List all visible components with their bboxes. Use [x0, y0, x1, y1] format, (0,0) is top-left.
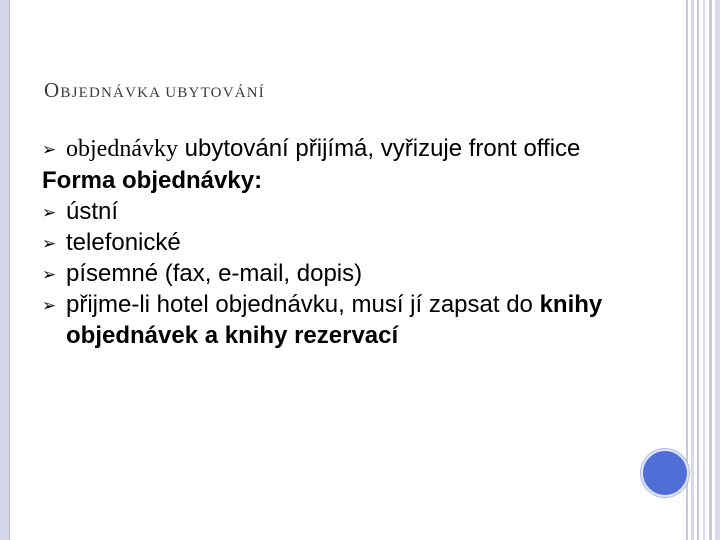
- list-item: [42, 227, 662, 258]
- section-heading: Forma objednávky:: [42, 167, 263, 194]
- arrow-bullet-icon: ➢: [42, 234, 57, 253]
- bullet-bold-text: knihy objednávek a knihy rezervací: [66, 291, 603, 349]
- right-stripe: [715, 0, 720, 540]
- bullet-text: ubytování přijímá, vyřizuje front office: [177, 135, 581, 162]
- right-stripe: [686, 0, 688, 540]
- right-stripe: [703, 0, 705, 540]
- right-stripe: [691, 0, 694, 540]
- bullet-text: telefonické: [66, 229, 181, 256]
- title-rest: BJEDNÁVKA UBYTOVÁNÍ: [60, 85, 265, 101]
- bullet-first-word: objednávky: [66, 136, 178, 162]
- arrow-bullet-icon: ➢: [42, 296, 57, 315]
- bullet-text: přijme-li hotel objednávku, musí jí zapsat do: [66, 291, 540, 318]
- list-item: [42, 133, 662, 165]
- list-item: [42, 258, 662, 289]
- arrow-bullet-icon: ➢: [42, 140, 57, 159]
- arrow-bullet-icon: ➢: [42, 203, 57, 222]
- slide-content: [42, 133, 662, 351]
- bullet-text: ústní: [66, 198, 119, 225]
- right-stripe: [709, 0, 712, 540]
- decorative-circle: [641, 449, 689, 497]
- left-frame: [0, 0, 10, 540]
- bullet-text: písemné (fax, e-mail, dopis): [66, 260, 363, 287]
- right-stripe: [697, 0, 699, 540]
- arrow-bullet-icon: ➢: [42, 265, 57, 284]
- list-item: [42, 196, 662, 227]
- title-initial: O: [44, 78, 61, 102]
- slide-title: [44, 78, 265, 103]
- list-item: [42, 289, 662, 351]
